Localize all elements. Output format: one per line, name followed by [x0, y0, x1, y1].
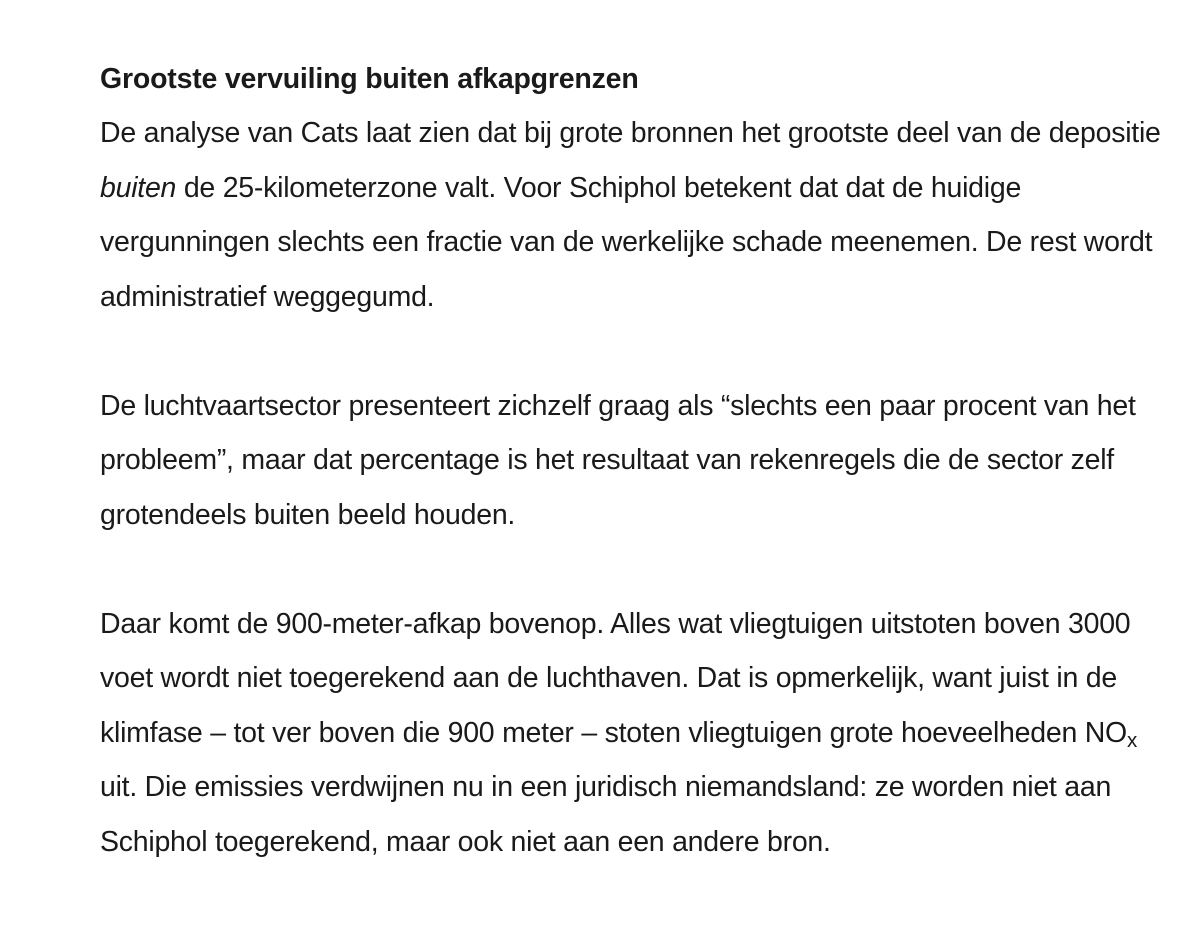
paragraph-spacer [100, 324, 1180, 379]
paragraph-1-text-end: de 25-kilometerzone valt. Voor Schiphol betekent dat dat de huidige vergunningen slechts een fractie van de werkelijke schade meenemen. De rest wordt administratief weggegumd. [100, 171, 1153, 313]
nox-subscript: x [1126, 728, 1137, 752]
paragraph-3-text-end: uit. Die emissies verdwijnen nu in een juridisch niemandsland: ze worden niet aan Schiphol toegerekend, maar ook niet aan een andere bron. [100, 771, 1112, 858]
article-body [100, 52, 1180, 869]
paragraph-spacer [100, 542, 1180, 597]
paragraph-2: De luchtvaartsector presenteert zichzelf graag als “slechts een paar procent van het probleem”, maar dat percentage is het resultaat van rekenregels die de sector zelf grotendeels buiten beeld houden. [100, 389, 1136, 531]
paragraph-3 [100, 597, 1180, 870]
emphasis-buiten: buiten [100, 171, 177, 204]
paragraph-1-text-start: De analyse van Cats laat zien dat bij grote bronnen het grootste deel van de depositie [100, 117, 1161, 149]
paragraph-1 [100, 106, 1180, 324]
paragraph-3-text-start: Daar komt de 900-meter-afkap bovenop. Alles wat vliegtuigen uitstoten boven 3000 voet wordt niet toegerekend aan de luchthaven. Dat is opmerkelijk, want juist in de klimfase – tot ver boven die 900 meter – stoten vliegtuigen grote hoeveelheden NO [100, 607, 1131, 749]
section-heading: Grootste vervuiling buiten afkapgrenzen [100, 63, 639, 95]
